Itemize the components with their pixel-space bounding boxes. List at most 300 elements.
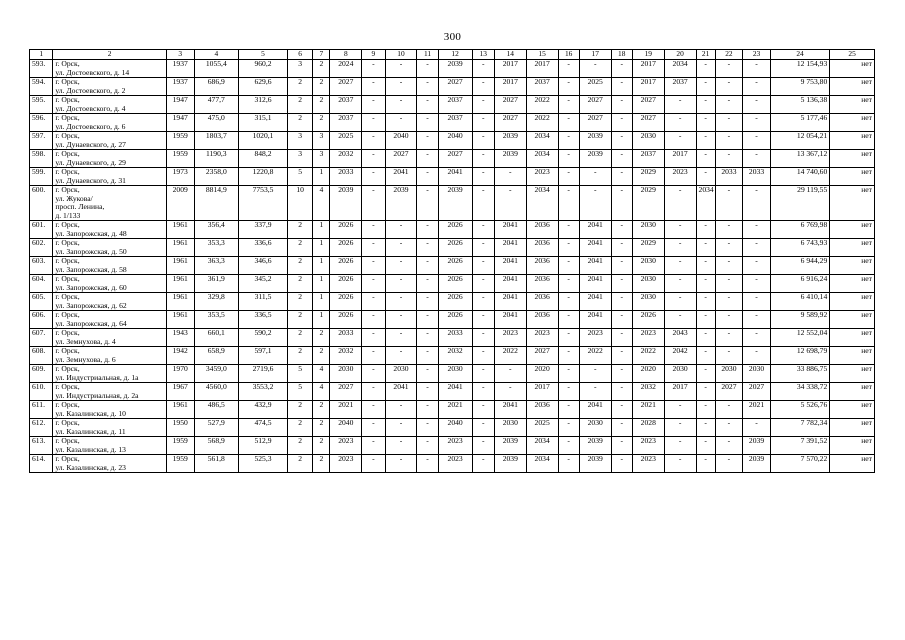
- cell-c16: -: [558, 132, 579, 150]
- cell-c22: -: [715, 221, 743, 239]
- cell-c12: 2023: [438, 455, 472, 473]
- cell-c13: -: [472, 401, 494, 419]
- cell-c13: -: [472, 221, 494, 239]
- cell-c8: 2026: [330, 293, 362, 311]
- cell-c11: -: [417, 347, 438, 365]
- cell-c25: нет: [830, 437, 875, 455]
- cell-c6: 2: [287, 78, 312, 96]
- cell-c21: -: [696, 132, 715, 150]
- row-number: 599.: [30, 168, 53, 186]
- cell-c17: 2041: [579, 257, 611, 275]
- cell-c21: -: [696, 114, 715, 132]
- cell-c7: 2: [313, 347, 330, 365]
- cell-c24: 13 367,12: [770, 150, 829, 168]
- cell-c22: -: [715, 78, 743, 96]
- address-cell: [53, 383, 167, 401]
- cell-c20: -: [664, 419, 696, 437]
- cell-c9: -: [362, 60, 385, 78]
- cell-c3: 2009: [166, 186, 194, 221]
- cell-c6: 2: [287, 293, 312, 311]
- column-number: 13: [472, 50, 494, 60]
- table-row: [30, 419, 875, 437]
- cell-c14: 2041: [494, 401, 526, 419]
- cell-c24: 33 886,75: [770, 365, 829, 383]
- cell-c20: -: [664, 239, 696, 257]
- cell-c4: 486,5: [194, 401, 239, 419]
- cell-c9: -: [362, 150, 385, 168]
- cell-c5: 312,6: [239, 96, 288, 114]
- cell-c24: 34 338,72: [770, 383, 829, 401]
- cell-c10: 2027: [385, 150, 417, 168]
- cell-c25: нет: [830, 365, 875, 383]
- cell-c15: 2023: [526, 168, 558, 186]
- cell-c15: 2037: [526, 78, 558, 96]
- cell-c13: -: [472, 347, 494, 365]
- cell-c3: 1959: [166, 132, 194, 150]
- cell-c5: 311,5: [239, 293, 288, 311]
- cell-c23: -: [743, 311, 771, 329]
- cell-c13: -: [472, 114, 494, 132]
- table-row: [30, 186, 875, 221]
- cell-c12: 2040: [438, 419, 472, 437]
- cell-c20: -: [664, 221, 696, 239]
- cell-c18: -: [611, 96, 632, 114]
- cell-c24: 12 698,79: [770, 347, 829, 365]
- cell-c8: 2026: [330, 239, 362, 257]
- cell-c10: -: [385, 78, 417, 96]
- address-line: ул. Казалинская, д. 10: [55, 408, 126, 418]
- column-number: 7: [313, 50, 330, 60]
- cell-c14: 2039: [494, 150, 526, 168]
- address-line: ул. Казалинская, д. 23: [55, 462, 126, 472]
- cell-c18: -: [611, 78, 632, 96]
- cell-c7: 2: [313, 419, 330, 437]
- cell-c9: -: [362, 78, 385, 96]
- cell-c6: 2: [287, 257, 312, 275]
- cell-c17: 2027: [579, 96, 611, 114]
- cell-c14: 2027: [494, 96, 526, 114]
- cell-c12: 2041: [438, 168, 472, 186]
- cell-c4: 1055,4: [194, 60, 239, 78]
- cell-c21: -: [696, 168, 715, 186]
- cell-c21: -: [696, 311, 715, 329]
- cell-c9: -: [362, 347, 385, 365]
- cell-c22: -: [715, 437, 743, 455]
- cell-c23: 2021: [743, 401, 771, 419]
- address-line: г. Орск,: [55, 418, 80, 427]
- cell-c8: 2030: [330, 365, 362, 383]
- cell-c8: 2023: [330, 455, 362, 473]
- cell-c3: 1950: [166, 419, 194, 437]
- column-number: 6: [287, 50, 312, 60]
- cell-c11: -: [417, 257, 438, 275]
- cell-c11: -: [417, 168, 438, 186]
- cell-c17: 2041: [579, 311, 611, 329]
- cell-c6: 3: [287, 150, 312, 168]
- cell-c19: 2030: [632, 132, 664, 150]
- cell-c8: 2032: [330, 150, 362, 168]
- cell-c11: -: [417, 383, 438, 401]
- cell-c21: -: [696, 78, 715, 96]
- cell-c23: -: [743, 347, 771, 365]
- cell-c10: -: [385, 239, 417, 257]
- table-row: [30, 239, 875, 257]
- cell-c17: 2030: [579, 419, 611, 437]
- cell-c25: нет: [830, 383, 875, 401]
- cell-c3: 1961: [166, 293, 194, 311]
- cell-c4: 477,7: [194, 96, 239, 114]
- column-number: 19: [632, 50, 664, 60]
- table-row: [30, 383, 875, 401]
- table-row: [30, 221, 875, 239]
- cell-c22: -: [715, 186, 743, 221]
- address-cell: [53, 221, 167, 239]
- cell-c23: -: [743, 114, 771, 132]
- cell-c19: 2027: [632, 96, 664, 114]
- cell-c11: -: [417, 401, 438, 419]
- cell-c18: -: [611, 257, 632, 275]
- cell-c7: 2: [313, 96, 330, 114]
- cell-c5: 315,1: [239, 114, 288, 132]
- cell-c4: 1190,3: [194, 150, 239, 168]
- cell-c18: -: [611, 419, 632, 437]
- cell-c13: -: [472, 419, 494, 437]
- cell-c19: 2030: [632, 275, 664, 293]
- cell-c7: 1: [313, 168, 330, 186]
- column-number: 25: [830, 50, 875, 60]
- cell-c3: 1961: [166, 239, 194, 257]
- cell-c19: 2029: [632, 239, 664, 257]
- cell-c14: 2041: [494, 239, 526, 257]
- cell-c4: 8814,9: [194, 186, 239, 221]
- cell-c19: 2030: [632, 257, 664, 275]
- cell-c23: 2033: [743, 168, 771, 186]
- cell-c23: -: [743, 186, 771, 221]
- cell-c15: 2023: [526, 329, 558, 347]
- cell-c6: 2: [287, 329, 312, 347]
- address-line: ул. Достоевского, д. 4: [55, 103, 126, 113]
- cell-c7: 2: [313, 329, 330, 347]
- cell-c4: 686,9: [194, 78, 239, 96]
- cell-c13: -: [472, 329, 494, 347]
- cell-c9: -: [362, 96, 385, 114]
- cell-c25: нет: [830, 186, 875, 221]
- cell-c16: -: [558, 168, 579, 186]
- address-line: ул. Запорожская, д. 58: [55, 264, 127, 274]
- row-number: 597.: [30, 132, 53, 150]
- cell-c7: 2: [313, 114, 330, 132]
- cell-c4: 2358,0: [194, 168, 239, 186]
- cell-c13: -: [472, 132, 494, 150]
- cell-c16: -: [558, 365, 579, 383]
- cell-c4: 363,3: [194, 257, 239, 275]
- cell-c6: 10: [287, 186, 312, 221]
- cell-c4: 1803,7: [194, 132, 239, 150]
- cell-c20: -: [664, 437, 696, 455]
- cell-c19: 2028: [632, 419, 664, 437]
- cell-c11: -: [417, 78, 438, 96]
- cell-c24: 12 552,04: [770, 329, 829, 347]
- cell-c17: 2041: [579, 275, 611, 293]
- table-row: [30, 455, 875, 473]
- cell-c22: -: [715, 60, 743, 78]
- row-number: 608.: [30, 347, 53, 365]
- cell-c14: 2017: [494, 78, 526, 96]
- cell-c10: -: [385, 311, 417, 329]
- cell-c17: -: [579, 186, 611, 221]
- cell-c25: нет: [830, 150, 875, 168]
- cell-c19: 2029: [632, 186, 664, 221]
- cell-c23: -: [743, 275, 771, 293]
- table-row: [30, 96, 875, 114]
- cell-c20: -: [664, 311, 696, 329]
- address-line: просп. Ленина,: [55, 202, 105, 211]
- cell-c17: 2041: [579, 221, 611, 239]
- cell-c15: 2036: [526, 239, 558, 257]
- cell-c22: -: [715, 114, 743, 132]
- cell-c8: 2025: [330, 132, 362, 150]
- cell-c12: 2041: [438, 383, 472, 401]
- cell-c23: -: [743, 329, 771, 347]
- cell-c25: нет: [830, 293, 875, 311]
- cell-c12: 2039: [438, 186, 472, 221]
- cell-c19: 2032: [632, 383, 664, 401]
- table-row: [30, 275, 875, 293]
- cell-c25: нет: [830, 275, 875, 293]
- cell-c13: -: [472, 168, 494, 186]
- address-cell: [53, 132, 167, 150]
- cell-c9: -: [362, 365, 385, 383]
- cell-c15: 2036: [526, 311, 558, 329]
- cell-c25: нет: [830, 239, 875, 257]
- cell-c12: 2033: [438, 329, 472, 347]
- cell-c12: 2023: [438, 437, 472, 455]
- cell-c4: 353,3: [194, 239, 239, 257]
- cell-c22: -: [715, 275, 743, 293]
- cell-c14: -: [494, 186, 526, 221]
- cell-c20: -: [664, 132, 696, 150]
- address-line: ул. Жукова/: [55, 193, 93, 203]
- cell-c13: -: [472, 60, 494, 78]
- cell-c25: нет: [830, 401, 875, 419]
- column-number: 1: [30, 50, 53, 60]
- cell-c18: -: [611, 221, 632, 239]
- cell-c14: 2041: [494, 257, 526, 275]
- cell-c24: 7 782,34: [770, 419, 829, 437]
- address-line: ул. Запорожская, д. 64: [55, 318, 127, 328]
- cell-c18: -: [611, 132, 632, 150]
- cell-c9: -: [362, 275, 385, 293]
- cell-c17: 2039: [579, 437, 611, 455]
- cell-c7: 1: [313, 275, 330, 293]
- address-line: ул. Запорожская, д. 48: [55, 228, 127, 238]
- address-line: ул. Казалинская, д. 13: [55, 444, 126, 454]
- cell-c14: -: [494, 383, 526, 401]
- cell-c11: -: [417, 311, 438, 329]
- table-row: [30, 132, 875, 150]
- cell-c10: -: [385, 257, 417, 275]
- cell-c18: -: [611, 186, 632, 221]
- address-line: ул. Индустриальная, д. 2а: [55, 390, 139, 400]
- cell-c25: нет: [830, 311, 875, 329]
- cell-c8: 2021: [330, 401, 362, 419]
- cell-c15: 2036: [526, 257, 558, 275]
- cell-c13: -: [472, 186, 494, 221]
- cell-c12: 2026: [438, 257, 472, 275]
- cell-c5: 3553,2: [239, 383, 288, 401]
- cell-c6: 2: [287, 239, 312, 257]
- cell-c15: 2036: [526, 401, 558, 419]
- cell-c24: 6 743,93: [770, 239, 829, 257]
- cell-c9: -: [362, 257, 385, 275]
- cell-c7: 4: [313, 383, 330, 401]
- cell-c14: 2041: [494, 293, 526, 311]
- cell-c15: 2034: [526, 437, 558, 455]
- cell-c10: -: [385, 347, 417, 365]
- address-line: ул. Достоевского, д. 6: [55, 121, 126, 131]
- cell-c15: 2017: [526, 383, 558, 401]
- address-line: ул. Запорожская, д. 62: [55, 300, 127, 310]
- cell-c17: -: [579, 365, 611, 383]
- cell-c13: -: [472, 311, 494, 329]
- cell-c11: -: [417, 96, 438, 114]
- column-number: 5: [239, 50, 288, 60]
- cell-c15: 2020: [526, 365, 558, 383]
- cell-c8: 2026: [330, 257, 362, 275]
- table-row: [30, 293, 875, 311]
- cell-c22: -: [715, 150, 743, 168]
- cell-c5: 7753,5: [239, 186, 288, 221]
- cell-c11: -: [417, 293, 438, 311]
- cell-c25: нет: [830, 114, 875, 132]
- cell-c23: -: [743, 239, 771, 257]
- cell-c7: 1: [313, 257, 330, 275]
- address-line: ул. Казалинская, д. 11: [55, 426, 126, 436]
- cell-c16: -: [558, 347, 579, 365]
- address-line: ул. Индустриальная, д. 1а: [55, 372, 139, 382]
- address-line: г. Орск,: [55, 59, 80, 68]
- cell-c7: 2: [313, 78, 330, 96]
- address-line: г. Орск,: [55, 328, 80, 337]
- cell-c25: нет: [830, 168, 875, 186]
- cell-c20: -: [664, 455, 696, 473]
- cell-c15: 2036: [526, 221, 558, 239]
- cell-c20: 2023: [664, 168, 696, 186]
- address-cell: [53, 347, 167, 365]
- cell-c14: -: [494, 168, 526, 186]
- cell-c15: 2022: [526, 114, 558, 132]
- row-number: 614.: [30, 455, 53, 473]
- cell-c4: 660,1: [194, 329, 239, 347]
- cell-c10: -: [385, 60, 417, 78]
- cell-c13: -: [472, 257, 494, 275]
- page-number: 300: [443, 31, 462, 43]
- cell-c20: 2017: [664, 383, 696, 401]
- cell-c12: 2039: [438, 60, 472, 78]
- cell-c17: -: [579, 383, 611, 401]
- cell-c16: -: [558, 401, 579, 419]
- row-number: 606.: [30, 311, 53, 329]
- address-line: ул. Запорожская, д. 50: [55, 246, 127, 256]
- row-number: 609.: [30, 365, 53, 383]
- cell-c11: -: [417, 150, 438, 168]
- address-line: г. Орск,: [55, 274, 80, 283]
- cell-c5: 525,3: [239, 455, 288, 473]
- address-line: г. Орск,: [55, 238, 80, 247]
- cell-c8: 2039: [330, 186, 362, 221]
- cell-c6: 5: [287, 383, 312, 401]
- cell-c18: -: [611, 437, 632, 455]
- cell-c14: 2017: [494, 60, 526, 78]
- cell-c12: 2026: [438, 293, 472, 311]
- cell-c12: 2030: [438, 365, 472, 383]
- cell-c6: 2: [287, 275, 312, 293]
- cell-c22: -: [715, 347, 743, 365]
- cell-c24: 7 391,52: [770, 437, 829, 455]
- cell-c21: -: [696, 347, 715, 365]
- cell-c7: 2: [313, 401, 330, 419]
- address-cell: [53, 114, 167, 132]
- cell-c16: -: [558, 293, 579, 311]
- cell-c5: 337,9: [239, 221, 288, 239]
- column-number-header: [30, 50, 875, 60]
- cell-c8: 2037: [330, 114, 362, 132]
- cell-c17: -: [579, 168, 611, 186]
- address-cell: [53, 275, 167, 293]
- column-number: 22: [715, 50, 743, 60]
- cell-c6: 2: [287, 311, 312, 329]
- cell-c16: -: [558, 275, 579, 293]
- cell-c14: 2041: [494, 221, 526, 239]
- cell-c15: 2034: [526, 455, 558, 473]
- cell-c10: -: [385, 221, 417, 239]
- cell-c12: 2037: [438, 96, 472, 114]
- cell-c4: 475,0: [194, 114, 239, 132]
- cell-c4: 527,9: [194, 419, 239, 437]
- address-line: ул. Земнухова, д. 6: [55, 354, 116, 364]
- column-number: 4: [194, 50, 239, 60]
- address-line: г. Орск,: [55, 310, 80, 319]
- cell-c24: 5 526,76: [770, 401, 829, 419]
- column-number: 17: [579, 50, 611, 60]
- row-number: 594.: [30, 78, 53, 96]
- cell-c19: 2020: [632, 365, 664, 383]
- cell-c20: -: [664, 186, 696, 221]
- cell-c7: 2: [313, 60, 330, 78]
- cell-c7: 4: [313, 365, 330, 383]
- cell-c13: -: [472, 437, 494, 455]
- cell-c24: 6 944,29: [770, 257, 829, 275]
- cell-c10: 2041: [385, 168, 417, 186]
- cell-c3: 1943: [166, 329, 194, 347]
- cell-c13: -: [472, 455, 494, 473]
- cell-c3: 1947: [166, 114, 194, 132]
- cell-c4: 329,8: [194, 293, 239, 311]
- cell-c8: 2026: [330, 221, 362, 239]
- column-number: 3: [166, 50, 194, 60]
- cell-c18: -: [611, 60, 632, 78]
- cell-c10: 2030: [385, 365, 417, 383]
- table-row: [30, 365, 875, 383]
- cell-c7: 3: [313, 132, 330, 150]
- cell-c5: 590,2: [239, 329, 288, 347]
- cell-c11: -: [417, 419, 438, 437]
- row-number: 593.: [30, 60, 53, 78]
- cell-c21: -: [696, 150, 715, 168]
- cell-c9: -: [362, 114, 385, 132]
- cell-c9: -: [362, 239, 385, 257]
- cell-c19: 2022: [632, 347, 664, 365]
